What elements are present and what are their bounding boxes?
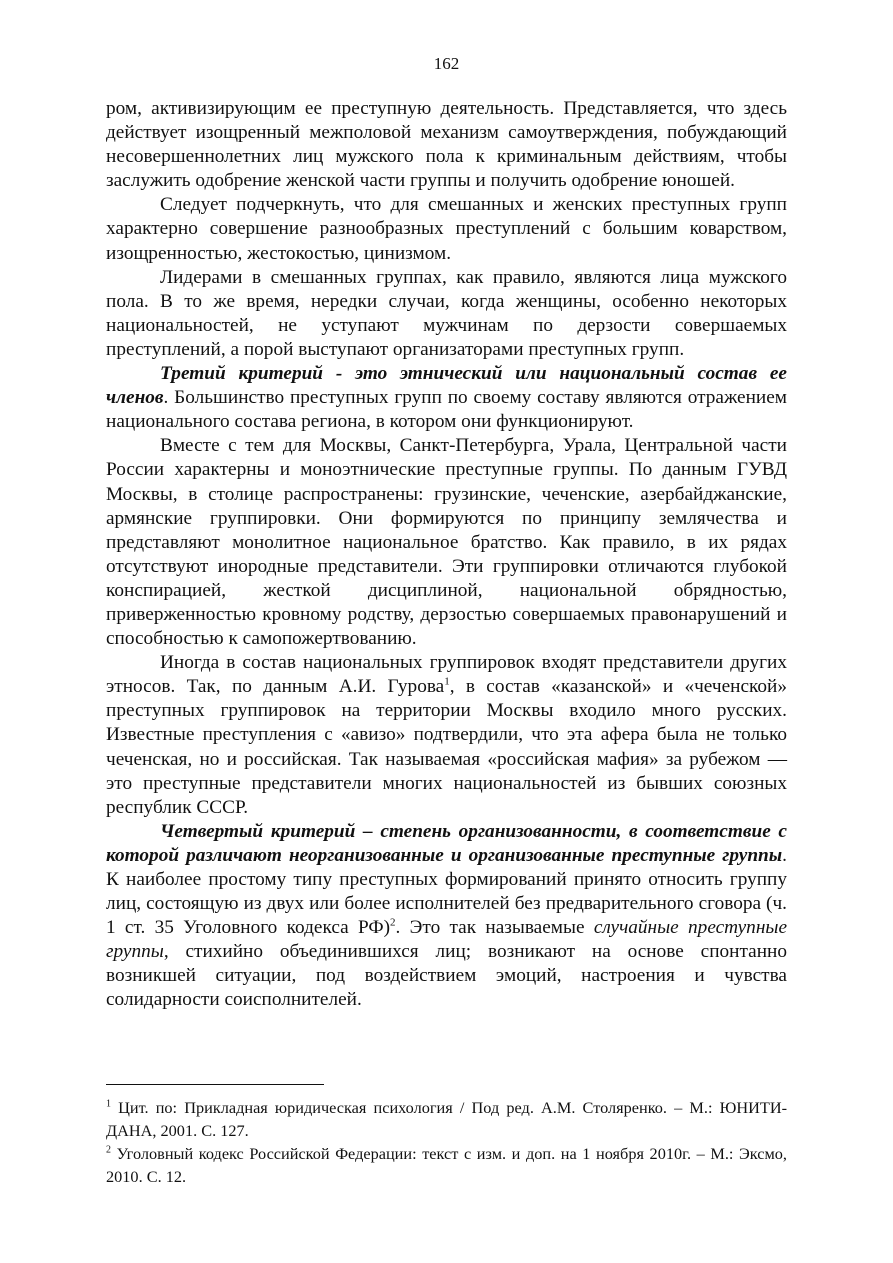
- footnote-ref-2[interactable]: 2: [390, 916, 396, 929]
- body-text: [106, 97, 787, 1013]
- paragraph-6-text-a: Иногда в состав национальных группировок входят представители других этносов. Так, по данным А.И. Гурова: [106, 652, 787, 698]
- footnote-ref-1[interactable]: 1: [444, 675, 450, 688]
- paragraph-6: [106, 651, 787, 820]
- footnote-number-1: 1: [106, 1098, 111, 1110]
- paragraph-7-text-b: . Это так называемые: [395, 917, 594, 939]
- criterion-4-heading: Четвертый критерий – степень организованности, в соответствие с которой различают неорганизованные и организованные преступные группы: [106, 820, 787, 866]
- footnote-separator: [106, 1084, 324, 1085]
- footnote-2: [106, 1142, 787, 1188]
- paragraph-2: Следует подчеркнуть, что для смешанных и женских преступных групп характерно совершение разнообразных преступлений с большим коварством, изощренностью, жестокостью, цинизмом.: [106, 194, 787, 264]
- paragraph-7-text-a: . К наиболее простому типу преступных формирований принято относить группу лиц, состоящую из двух или более исполнителей без предварительного сговора (ч. 1 ст. 35 Уголовного кодекса РФ): [106, 844, 787, 939]
- paragraph-4-text: . Большинство преступных групп по своему составу являются отражением национального состава региона, в котором они функционируют.: [106, 387, 787, 433]
- paragraph-3: Лидерами в смешанных группах, как правило, являются лица мужского пола. В то же время, нередки случаи, когда женщины, особенно некоторых национальностей, не уступают мужчинам по дерзости совершаемых преступлений, а порой выступают организаторами преступных групп.: [106, 266, 787, 360]
- footnote-1-text: Цит. по: Прикладная юридическая психология / Под ред. А.М. Столяренко. – М.: ЮНИТИ-ДАНА, 2001. С. 127.: [106, 1098, 787, 1140]
- footnote-2-text: Уголовный кодекс Российской Федерации: текст с изм. и доп. на 1 ноября 2010г. – М.: Эксмо, 2010. С. 12.: [106, 1144, 787, 1186]
- paragraph-7-text-c: , стихийно объединившихся лиц; возникают на основе спонтанно возникшей ситуации, под воздействием эмоций, настроения и чувства солидарности соисполнителей.: [106, 941, 787, 1011]
- paragraph-7-italic-term: случайные преступные группы: [106, 917, 788, 963]
- criterion-3-heading: Третий критерий - это этнический или национальный состав ее членов: [106, 363, 787, 409]
- paragraph-1: ром, активизирующим ее преступную деятельность. Представляется, что здесь действует изощренный межполовой механизм самоутверждения, побуждающий несовершеннолетних лиц мужского пола к криминальным действиям, чтобы заслужить одобрение женской части группы и получить одобрение юношей.: [106, 98, 787, 192]
- paragraph-5: Вместе с тем для Москвы, Санкт-Петербурга, Урала, Центральной части России характерны и моноэтнические преступные группы. По данным ГУВД Москвы, в столице распространены: грузинские, чеченские, азербайджанские, армянские группировки. Они формируются по принципу землячества и представляют монолитное национальное братство. Как правило, в их рядах отсутствуют инородные представители. Эти группировки отличаются глубокой конспирацией, жесткой дисциплиной, национальной обрядностью, приверженностью кровному родству, дерзостью совершаемых правонарушений и способностью к самопожертвованию.: [106, 435, 787, 650]
- paragraph-7: [106, 820, 787, 1013]
- footnotes: [106, 1096, 787, 1188]
- paragraph-4: [106, 362, 787, 434]
- footnote-1: [106, 1096, 787, 1142]
- page-number: 162: [433, 54, 460, 73]
- footnote-number-2: 2: [106, 1144, 111, 1156]
- paragraph-6-text-b: , в состав «казанской» и «чеченской» преступных группировок на территории Москвы входило много русских. Известные преступления с «авизо» подтвердили, что эта афера была не только чеченская, но и российская. Так называемая «российская мафия» за рубежом — это преступные представители многих национальностей из бывших союзных республик СССР.: [106, 676, 787, 818]
